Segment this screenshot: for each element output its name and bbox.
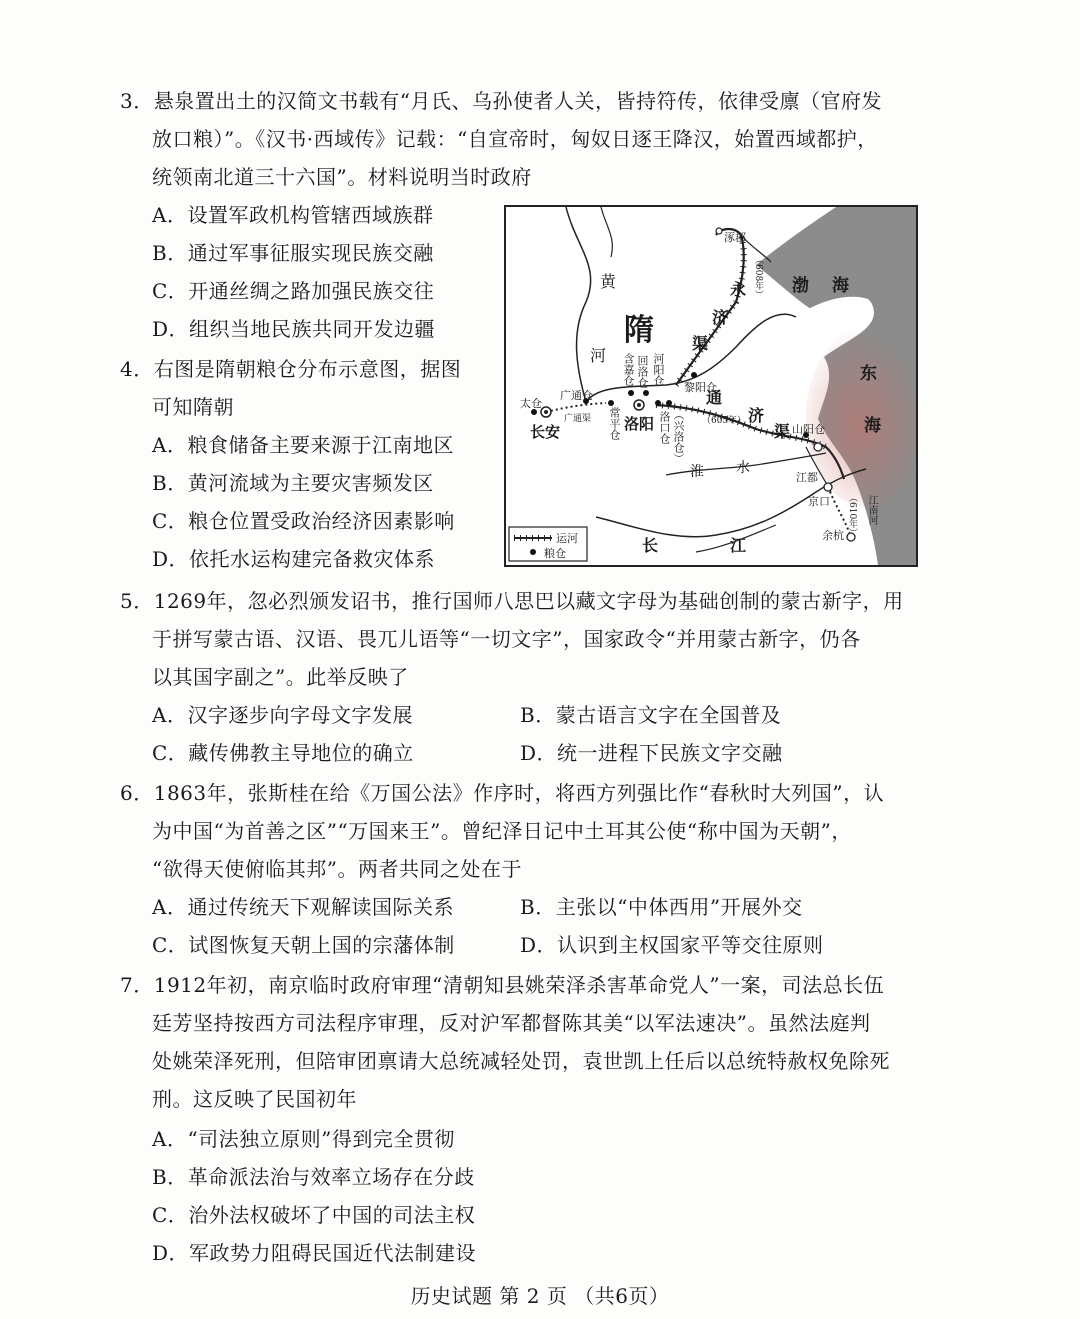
q7-option-a: A．“司法独立原则”得到完全贯彻 (152, 1127, 455, 1151)
map-label-huiluo: 回洛仓 (636, 355, 649, 388)
q5-option-b: B．蒙古语言文字在全国普及 (520, 703, 782, 727)
q6-stem-line-2: 为中国“为首善之区”“万国来王”。曾纪泽日记中土耳其公使“称中国为天朝”， (152, 819, 852, 843)
map-label-jiangnan: 江南河 (866, 495, 877, 525)
q6-option-b: B．主张以“中体西用”开展外交 (520, 895, 803, 919)
map-legend-canal: 运河 (556, 532, 578, 545)
map-label-tong: 通 (706, 388, 723, 407)
sea-red-tint (806, 327, 916, 507)
q4-stem-line-2: 可知隋朝 (152, 395, 234, 419)
q5-option-a: A．汉字逐步向字母文字发展 (152, 703, 413, 727)
q4-option-d: D．依托水运构建完备救灾体系 (152, 547, 436, 571)
map-label-heyang: 河阳仓 (652, 353, 665, 386)
map-label-year-608: （608年） (753, 255, 763, 300)
yellow-river (566, 207, 796, 402)
map-label-ji-2: 济 (748, 406, 765, 425)
map-label-guangtongqu: 广通渠 (564, 414, 592, 424)
q4-option-c: C．粮仓位置受政治经济因素影响 (152, 509, 455, 533)
map-label-qu: 渠 (692, 334, 709, 353)
map-label-zhuojun: 涿郡 (724, 231, 746, 244)
map-label-changping: 常平仓 (608, 407, 621, 440)
q5-stem-line-3: 以其国字副之”。此举反映了 (152, 665, 409, 689)
q5-stem-line-2: 于拼写蒙古语、汉语、畏兀儿语等“一切文字”，国家政令“并用蒙古新字，仍各 (152, 627, 861, 651)
q3-stem-line-1: 3．悬泉置出土的汉简文书载有“月氏、乌孙使者人关，皆持符传，依律受廪（官府发 (120, 89, 882, 113)
q7-option-b: B．革命派法治与效率立场存在分歧 (152, 1165, 475, 1189)
q3-option-c: C．开通丝绸之路加强民族交往 (152, 279, 435, 303)
q5-option-c: C．藏传佛教主导地位的确立 (152, 741, 414, 765)
map-label-jiangdu: 江都 (796, 471, 818, 484)
map-label-shui: 水 (736, 460, 750, 476)
q3-stem-line-3: 统领南北道三十六国”。材料说明当时政府 (152, 165, 532, 189)
map-label-bohai: 渤 (792, 276, 809, 296)
map-label-ji: 济 (712, 308, 729, 327)
q6-option-d: D．认识到主权国家平等交往原则 (520, 933, 824, 957)
q6-stem-line-1: 6．1863年，张斯桂在给《万国公法》作序时，将西方列强比作“春秋时大列国”，认 (120, 781, 885, 805)
map-label-liyang: 黎阳仓 (684, 381, 717, 394)
q3-option-a: A．设置军政机构管辖西域族群 (152, 203, 434, 227)
q7-stem-line-1: 7．1912年初，南京临时政府审理“清朝知县姚荣泽杀害革命党人”一案，司法总长伍 (120, 973, 885, 997)
map-label-hanjia: 含嘉仓 (622, 353, 635, 386)
map-label-yong: 永 (730, 280, 747, 299)
map-label-changan: 长安 (530, 423, 561, 441)
map-label-year-610: （610年） (847, 493, 857, 538)
q7-stem-line-4: 刑。这反映了民国初年 (152, 1087, 357, 1111)
map-label-bohai-2: 海 (832, 276, 849, 296)
map-legend-granary: 粮仓 (544, 547, 566, 560)
map-label-chang: 长 (642, 536, 659, 555)
map-label-jiang: 江 (730, 536, 747, 555)
q7-stem-line-3: 处姚荣泽死刑，但陪审团禀请大总统减轻处罚，袁世凯上任后以总统特赦权免除死 (152, 1049, 890, 1073)
q3-option-b: B．通过军事征服实现民族交融 (152, 241, 434, 265)
q6-stem-line-3: “欲得天使俯临其邦”。两者共同之处在于 (152, 857, 522, 881)
map-label-xingluo: （兴洛仓） (672, 409, 685, 464)
map-label-jingkou: 京口 (808, 495, 830, 508)
q4-option-b: B．黄河流域为主要灾害频发区 (152, 471, 434, 495)
map-label-year-605: （605年） (702, 416, 747, 426)
map-label-he: 河 (590, 346, 607, 365)
q7-option-d: D．军政势力阻碍民国近代法制建设 (152, 1241, 477, 1265)
map-label-luokou: 洛口仓 (658, 411, 671, 444)
map-label-taicang: 太仓 (520, 397, 542, 410)
map-label-sui: 隋 (624, 313, 654, 348)
map-label-huang: 黄 (600, 272, 617, 291)
yellow-river-upper (601, 207, 612, 257)
map-label-shanyang: 山阳仓 (792, 423, 825, 436)
q5-option-d: D．统一进程下民族文字交融 (520, 741, 783, 765)
q4-stem-line-1: 4．右图是隋朝粮仓分布示意图，据图 (120, 357, 462, 381)
map-label-donghai-2: 海 (864, 416, 881, 436)
q6-option-a: A．通过传统天下观解读国际关系 (152, 895, 454, 919)
q5-stem-line-1: 5．1269年，忽必烈颁发诏书，推行国师八思巴以藏文字母为基础创制的蒙古新字，用 (120, 589, 904, 613)
map-label-guangtong: 广通仓 (560, 389, 593, 402)
q4-option-a: A．粮食储备主要来源于江南地区 (152, 433, 454, 457)
map-label-yuhang: 余杭 (822, 529, 844, 542)
sui-granary-map (504, 205, 918, 567)
map-label-luoyang: 洛阳 (624, 415, 655, 433)
map-label-huai: 淮 (690, 464, 704, 480)
map-label-qu-2: 渠 (774, 422, 791, 441)
q7-option-c: C．治外法权破坏了中国的司法主权 (152, 1203, 476, 1227)
page-footer: 历史试题 第 2 页 （共6页） (410, 1284, 670, 1308)
q3-stem-line-2: 放口粮）”。《汉书·西域传》记载：“自宣帝时，匈奴日逐王降汉，始置西域都护， (152, 127, 878, 151)
map-label-donghai: 东 (860, 364, 877, 384)
q3-option-d: D．组织当地民族共同开发边疆 (152, 317, 436, 341)
q7-stem-line-2: 廷芳坚持按西方司法程序审理，反对沪军都督陈其美“以军法速决”。虽然法庭判 (152, 1011, 871, 1035)
q6-option-c: C．试图恢复天朝上国的宗藩体制 (152, 933, 455, 957)
